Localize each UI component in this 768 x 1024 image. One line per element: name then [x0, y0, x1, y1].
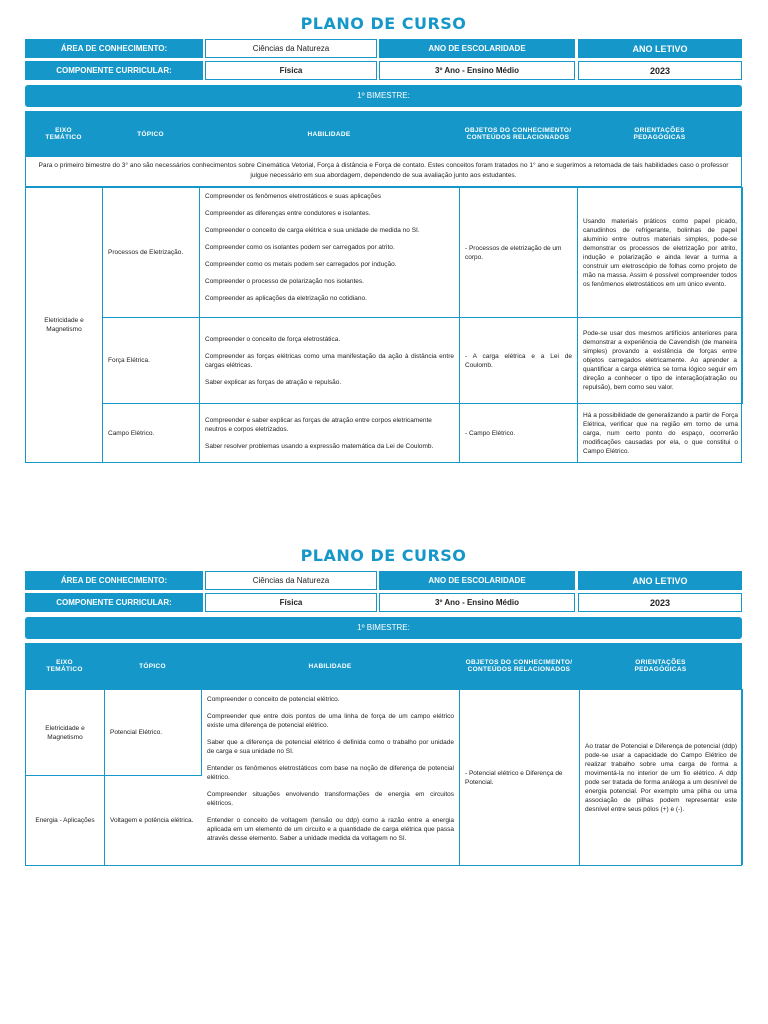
habilidade-item: Compreender situações envolvendo transformações de energia em circuitos elétricos.: [207, 791, 454, 807]
habilidade-item: Saber que a diferença de potencial elétrico é definida como o trabalho por unidade de carga e sua unidade no SI.: [207, 739, 454, 755]
ano-escolaridade-label: ANO DE ESCOLARIDADE: [379, 571, 575, 590]
habilidade-cell: [200, 187, 460, 317]
habilidade-item: Saber resolver problemas usando a expressão matemática da Lei de Coulomb.: [205, 442, 434, 450]
col-objetos: OBJETOS DO CONHECIMENTO/ CONTEÚDOS RELACIONADOS: [464, 127, 572, 141]
orientacoes-cell: Pode-se usar dos mesmos artifícios anteriores para demonstrar a experiência de Cavendish (de maneira simples) provando a existência de forças entre objetos carregados eletricamente. Ao aprender a quantificar a carga elétrica se torna lógico seguir em direção a conhecer o tipo de interação(atração ou repulsão), bem como seu valor.: [578, 317, 743, 403]
habilidade-item: Compreender o conceito de carga elétrica e sua unidade de medida no SI.: [205, 227, 420, 234]
habilidade-item: Compreender o processo de polarização nos isolantes.: [205, 278, 364, 285]
habilidade-item: Compreender como os isolantes podem ser carregados por atrito.: [205, 244, 395, 251]
column-headers: [25, 643, 742, 689]
topico-cell: Processos de Eletrização.: [103, 187, 200, 317]
habilidade-item: Compreender e saber explicar as forças de atração entre corpos eletricamente neutros e corpos eletrizados.: [205, 416, 432, 433]
topico-cell: Voltagem e potência elétrica.: [105, 775, 202, 865]
bimestre-bar: 1º BIMESTRE:: [25, 85, 742, 107]
orientacoes-cell: Ao tratar de Potencial e Diferença de potencial (ddp) pode-se usar a capacidade do Campo Elétrico de realizar trabalho sobre uma carga de forma a movimentá-la no interior de um fio elétrico. A ddp pode ser tratada de forma análoga a um desnível de energia potencial. Por exemplo uma pilha ou uma associação de pilhas podem representar este desnível entre seus pólos (+) e (-).: [580, 689, 743, 865]
col-eixo: EIXO TEMÁTICO: [45, 127, 82, 141]
ano-letivo-label: ANO LETIVO: [578, 571, 742, 590]
habilidade-item: Compreender as forças elétricas como uma manifestação da ação à distância entre cargas elétricas.: [205, 352, 454, 369]
ano-escolaridade-label: ANO DE ESCOLARIDADE: [379, 39, 575, 58]
col-topico: TÓPICO: [137, 130, 164, 138]
page-title: PLANO DE CURSO: [300, 546, 467, 565]
area-value: Ciências da Natureza: [205, 571, 377, 590]
col-topico: TÓPICO: [139, 662, 166, 670]
orientacoes-cell: Usando materiais práticos como papel picado, canudinhos de refrigerante, bolinhas de papel alumínio entre outros materiais simples, pode-se demonstrar os processos de eletrização por atrito, indução e polarização e ainda levar a turma a construir um eletroscópio de folhas como projeto de mão na massa. Assim é possível compreender todos os fenômenos eletrostáticos em um único evento.: [578, 187, 743, 317]
area-value: Ciências da Natureza: [205, 39, 377, 58]
col-habilidade: HABILIDADE: [307, 130, 351, 138]
habilidade-cell: [200, 317, 460, 403]
objetos-cell: - Campo Elétrico.: [460, 403, 578, 462]
col-orientacoes: ORIENTAÇÕES PEDAGÓGICAS: [633, 127, 686, 141]
bimestre-bar: 1º BIMESTRE:: [25, 617, 742, 639]
objetos-cell: - Processos de eletrização de um corpo.: [460, 187, 578, 317]
ano-letivo-value: 2023: [578, 61, 742, 80]
ano-escolaridade-value: 3º Ano - Ensino Médio: [379, 61, 575, 80]
page-title: PLANO DE CURSO: [300, 14, 467, 33]
habilidade-item: Compreender os fenômenos eletrostáticos e suas aplicações: [205, 193, 381, 200]
topico-cell: Campo Elétrico.: [103, 403, 200, 462]
componente-value: Física: [205, 61, 377, 80]
eixo-cell: Eletricidade e Magnetismo: [26, 689, 105, 775]
header-row-area: [25, 571, 742, 590]
header-row-componente: [25, 593, 742, 612]
eixo-cell: Energia - Aplicações: [26, 775, 105, 865]
habilidade-item: Saber explicar as forças de atração e repulsão.: [205, 378, 342, 386]
area-label: ÁREA DE CONHECIMENTO:: [25, 571, 203, 590]
orientacoes-cell: Há a possibilidade de generalizando a partir de Força Elétrica, verificar que na região em torno de uma carga, num certo ponto do espaço, ocorrerão modificações causadas por ela, o que constitui o Campo Elétrico.: [578, 403, 743, 462]
habilidade-item: Compreender o conceito de força eletrostática.: [205, 335, 341, 343]
col-orientacoes: ORIENTAÇÕES PEDAGÓGICAS: [634, 659, 687, 673]
habilidade-item: Compreender o conceito de potencial elétrico.: [207, 696, 340, 703]
habilidade-cell: [202, 689, 460, 865]
objetos-cell: - A carga elétrica e a Lei de Coulomb.: [460, 317, 578, 403]
col-habilidade: HABILIDADE: [308, 662, 352, 670]
ano-letivo-label: ANO LETIVO: [578, 39, 742, 58]
habilidade-item: Compreender que entre dois pontos de uma linha de força de um campo elétrico existe uma diferença de potencial elétrico.: [207, 713, 454, 729]
habilidade-item: Compreender as diferenças entre condutores e isolantes.: [205, 210, 371, 217]
header-row-area: [25, 39, 742, 58]
habilidade-cell: [200, 403, 460, 462]
componente-label: COMPONENTE CURRICULAR:: [25, 61, 203, 80]
habilidade-item: Entender os fenômenos eletrostáticos com base na noção de diferença de potencial elétrico.: [207, 765, 454, 781]
column-headers: [25, 111, 742, 157]
col-eixo: EIXO TEMÁTICO: [46, 659, 83, 673]
topico-cell: Força Elétrica.: [103, 317, 200, 403]
plan-page-1: [25, 13, 742, 463]
habilidade-item: Entender o conceito de voltagem (tensão ou ddp) como a razão entre a energia aplicada em um elemento de um circuito e a quantidade de carga elétrica que passa através desse elemento. Saber a unidade medida da voltagem no SI.: [207, 817, 454, 842]
content-grid: [25, 689, 742, 866]
col-objetos: OBJETOS DO CONHECIMENTO/ CONTEÚDOS RELACIONADOS: [465, 659, 573, 673]
content-grid: [25, 187, 742, 463]
header-row-componente: [25, 61, 742, 80]
habilidade-item: Compreender as aplicações da eletrização no cotidiano.: [205, 295, 367, 302]
componente-value: Física: [205, 593, 377, 612]
ano-letivo-value: 2023: [578, 593, 742, 612]
habilidade-item: Compreender como os metais podem ser carregados por indução.: [205, 261, 397, 268]
intro-text: Para o primeiro bimestre do 3° ano são necessários conhecimentos sobre Cinemática Vetorial, Força à distância e Força de contato. Estes conceitos foram tratados no 1° ano e sugerimos a retomada de tais habilidades caso o professor julgue necessário em sua abordagem, dependendo de sua avaliação junto aos estudantes.: [25, 157, 742, 187]
area-label: ÁREA DE CONHECIMENTO:: [25, 39, 203, 58]
eixo-cell: Eletricidade e Magnetismo: [26, 187, 103, 462]
objetos-cell: - Potencial elétrico e Diferença de Potencial.: [460, 689, 580, 865]
topico-cell: Potencial Elétrico.: [105, 689, 202, 775]
ano-escolaridade-value: 3º Ano - Ensino Médio: [379, 593, 575, 612]
plan-page-2: [25, 545, 742, 866]
componente-label: COMPONENTE CURRICULAR:: [25, 593, 203, 612]
